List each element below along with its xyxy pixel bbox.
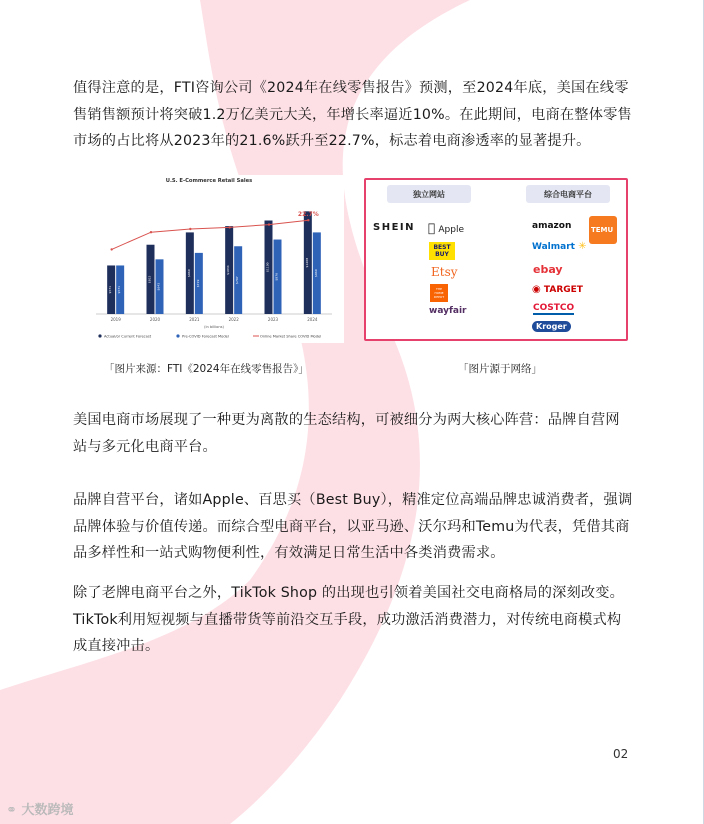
watermark-icon: ⚭: [6, 803, 17, 818]
bar-label-2020-series-1: $815: [147, 275, 152, 284]
legend-swatch-2: [176, 334, 179, 337]
kroger-logo: Kroger: [532, 321, 571, 332]
independent-sites-header: 独立网站: [387, 185, 471, 203]
market-share-point-2021: [189, 228, 191, 230]
platforms-caption: 「图片源于网络」: [458, 363, 542, 375]
bar-label-2022-series-2: $797: [235, 276, 240, 284]
walmart-spark-icon: ✳: [578, 241, 587, 252]
x-tick-2023: 2023: [267, 317, 279, 322]
paragraph-market-forecast: 值得注意的是，FTI咨询公司《2024年在线零售报告》预测，至2024年底，美国在线零售销售额预计将突破1.2万亿美元大关，年增长率逼近10%。在此期间，电商在整体零售市场的占比将从2023年的21.6%跃升至22.7%，标志着电商渗透率的显著提升。: [73, 80, 632, 149]
target-logo: [532, 284, 583, 295]
bar-label-2019-series-1: $571: [108, 285, 113, 294]
bar-label-2019-series-2: $571: [117, 285, 122, 294]
bar-label-2024-series-1: $1208: [304, 257, 309, 268]
bar-label-2021-series-1: $960: [186, 269, 191, 278]
legend-swatch-1: [98, 334, 101, 337]
market-share-point-2024: [307, 219, 309, 221]
amazon-logo: amazon: [532, 221, 572, 231]
legend-label-1: Actual/or Current Forecast: [104, 334, 152, 339]
ebay-logo: [533, 263, 563, 276]
bar-label-2023-series-2: $876: [274, 272, 279, 281]
temu-logo: [589, 216, 617, 244]
apple-icon: [428, 221, 435, 235]
watermark-text: 大数跨境: [21, 803, 74, 818]
chart-canvas: [74, 175, 344, 343]
x-tick-2024: 2024: [307, 317, 318, 322]
market-share-point-2019: [110, 248, 112, 250]
apple-logo: [428, 221, 464, 235]
market-share-point-2022: [228, 226, 230, 228]
apple-text: Apple: [428, 225, 454, 235]
x-tick-2020: 2020: [149, 317, 161, 322]
bar-label-2021-series-2: $719: [195, 279, 200, 288]
walmart-text: Walmart: [532, 242, 575, 252]
wayfair-logo: wayfair: [429, 306, 467, 316]
platforms-diagram: [364, 178, 628, 341]
bar-label-2020-series-2: $643: [156, 282, 161, 291]
x-tick-2022: 2022: [228, 317, 239, 322]
bestbuy-logo: BEST BUY: [429, 242, 455, 260]
etsy-logo: Etsy: [431, 265, 458, 279]
marketplace-header: 综合电商平台: [526, 185, 610, 203]
market-share-point-2020: [150, 231, 152, 233]
target-text: TARGET: [543, 285, 583, 295]
ecommerce-sales-chart: [74, 175, 344, 343]
legend-label-2: Pre-COVID Forecast Model: [182, 334, 229, 339]
homedepot-text: THE HOME DEPOT: [433, 287, 445, 299]
temu-text: TEMU: [591, 226, 614, 234]
market-share-point-2023: [268, 223, 270, 225]
bar-label-2022-series-1: $1034: [226, 265, 231, 275]
x-axis-label: (in billions): [204, 325, 224, 329]
paragraph-market-structure: 美国电商市场展现了一种更为离散的生态结构，可被细分为两大核心阵营：品牌自营网站与多元化电商平台。: [73, 412, 620, 455]
shein-logo: SHEIN: [373, 222, 415, 233]
brand-watermark: [6, 799, 73, 818]
chart-title: U.S. E-Commerce Retail Sales: [165, 178, 253, 184]
chart-caption: 「图片来源：FTI《2024年在线零售报告》」: [104, 363, 309, 375]
x-tick-2021: 2021: [189, 317, 200, 322]
homedepot-logo: [430, 284, 448, 302]
target-icon: ◉: [532, 284, 541, 295]
walmart-logo: [532, 241, 587, 252]
paragraph-platform-types: 品牌自营平台，诸如Apple、百思买（Best Buy），精准定位高端品牌忠诚消费者，强调品牌体验与价值传递。而综合型电商平台，以亚马逊、沃尔玛和Temu为代表，凭借其商品多样性和一站式购物便利性，有效满足日常生活中各类消费需求。: [73, 492, 633, 561]
legend-label-3: Online Market Share COVID Model: [260, 334, 322, 339]
page-number: 02: [613, 747, 629, 761]
bar-label-2023-series-1: $1100: [265, 262, 270, 273]
x-tick-2019: 2019: [110, 317, 121, 322]
annotation-label: 22.7%: [297, 211, 319, 219]
ebay-text: ebay: [533, 263, 563, 276]
paragraph-tiktok-shop: 除了老牌电商平台之外，TikTok Shop 的出现也引领着美国社交电商格局的深刻改变。TikTok利用短视频与直播带货等前沿交互手段，成功激活消费潜力，对传统电商模式构成直接冲击。: [73, 585, 625, 654]
costco-logo: COSTCO: [533, 303, 575, 313]
bar-label-2024-series-2: $960: [313, 269, 318, 278]
